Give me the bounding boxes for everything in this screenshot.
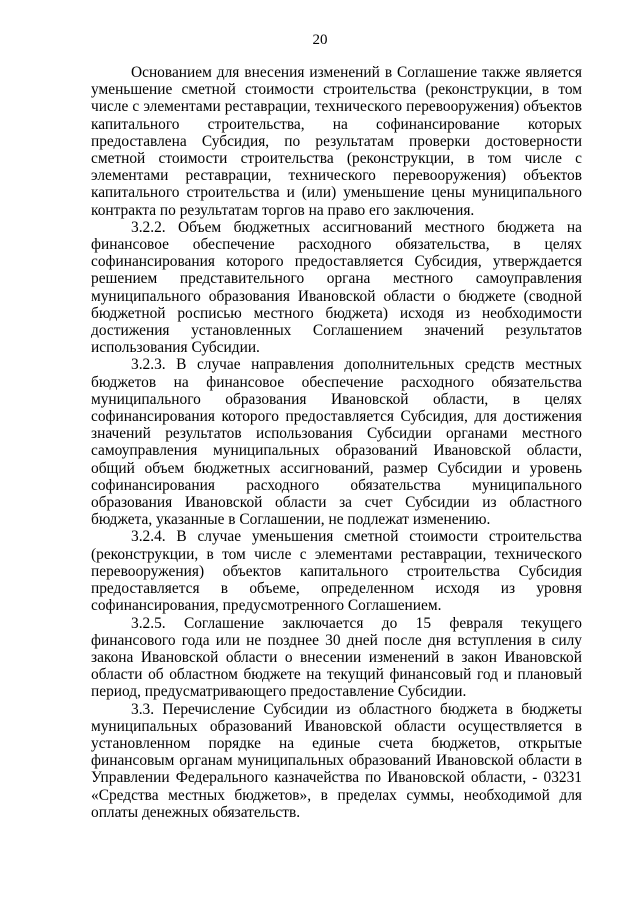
page-number: 20 [312,32,328,48]
paragraph-3-2-3: 3.2.3. В случае направления дополнительных средств местных бюджетов на финансовое обеспечение расходного обязательства муниципального образования Ивановской области, в целях софинансирования которого предоставляется Субсидия, для достижения значений результатов использования Субсидии органами местного самоуправления муниципальных образований Ивановской области, общий объем бюджетных ассигнований, размер Субсидии и уровень софинансирования расходного обязательства муниципального образования Ивановской области за счет Субсидии из областного бюджета, указанные в Соглашении, не подлежат изменению. [91,356,582,529]
document-body [91,64,582,821]
paragraph-3-3: 3.3. Перечисление Субсидии из областного бюджета в бюджеты муниципальных образований Ивановской области осуществляется в установленном порядке на единые счета бюджетов, открытые финансовым органам муниципальных образований Ивановской области в Управлении Федерального казначейства по Ивановской области, - 03231 «Средства местных бюджетов», в пределах суммы, необходимой для оплаты денежных обязательств. [91,700,582,821]
paragraph-3-2-5: 3.2.5. Соглашение заключается до 15 февраля текущего финансового года или не позднее 30 дней после дня вступления в силу закона Ивановской области о внесении изменений в закон Ивановской области об областном бюджете на текущий финансовый год и плановый период, предусматривающего предоставление Субсидии. [91,614,582,701]
paragraph-3-2-2: 3.2.2. Объем бюджетных ассигнований местного бюджета на финансовое обеспечение расходного обязательства, в целях софинансирования которого предоставляется Субсидия, утверждается решением представительного органа местного самоуправления муниципального образования Ивановской области о бюджете (сводной бюджетной росписью местного бюджета) исходя из необходимости достижения установленных Соглашением значений результатов использования Субсидии. [91,218,582,357]
paragraph-amendment-basis: Основанием для внесения изменений в Соглашение также является уменьшение сметной стоимости строительства (реконструкции, в том числе с элементами реставрации, технического перевооружения) объектов капитального строительства, на софинансирование которых предоставлена Субсидия, по результатам проверки достоверности сметной стоимости строительства (реконструкции, в том числе с элементами реставрации, технического перевооружения) объектов капитального строительства и (или) уменьшение цены муниципального контракта по результатам торгов на право его заключения. [91,64,582,219]
paragraph-3-2-4: 3.2.4. В случае уменьшения сметной стоимости строительства (реконструкции, в том числе с элементами реставрации, технического перевооружения) объектов капитального строительства Субсидия предоставляется в объеме, определенном исходя из уровня софинансирования, предусмотренного Соглашением. [91,528,582,615]
